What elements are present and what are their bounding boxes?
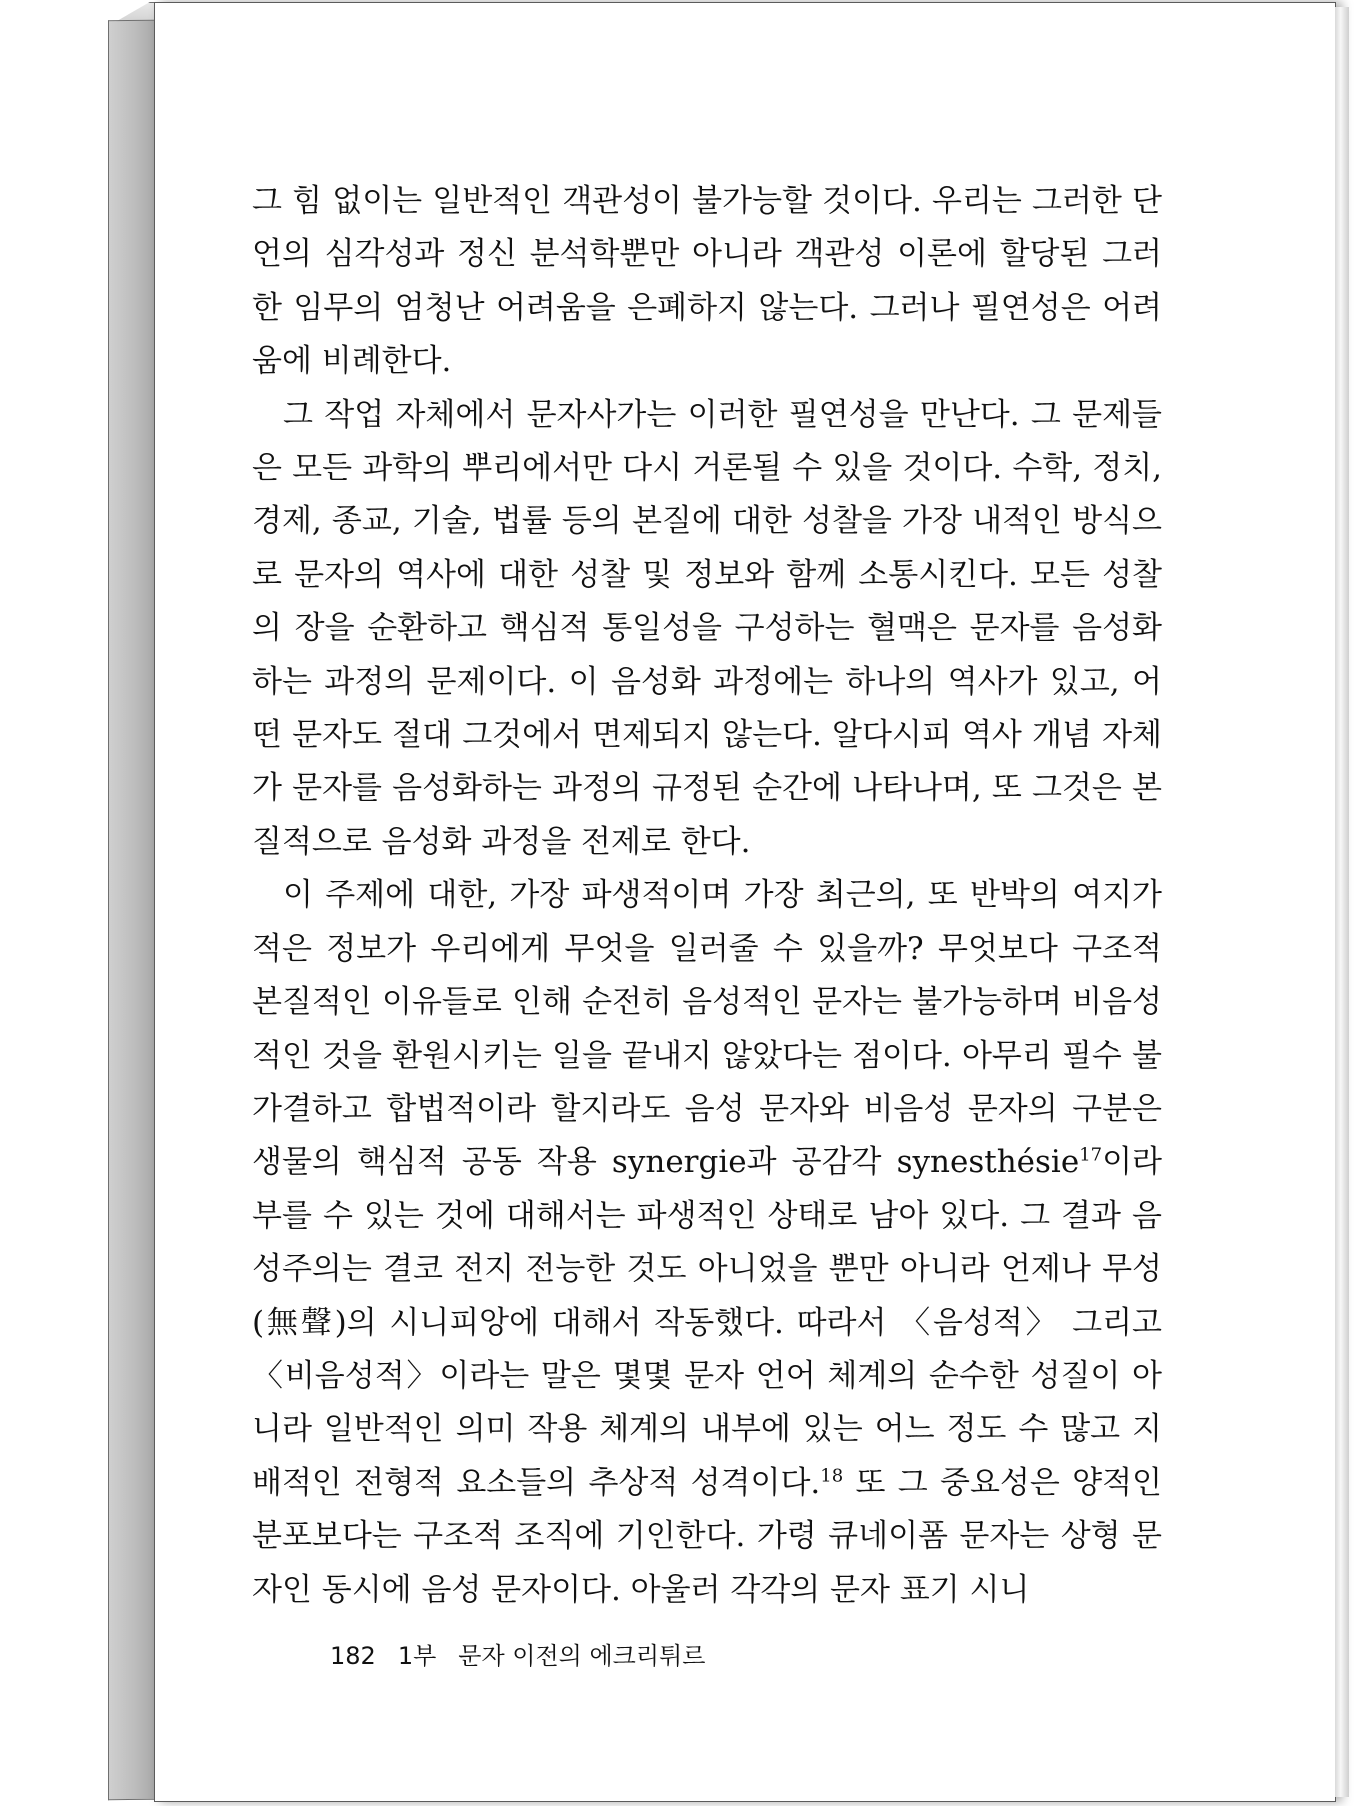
page-number: 182 (330, 1642, 376, 1670)
page-edge (1335, 7, 1349, 1797)
book-spine (108, 20, 155, 1800)
paragraph-1: 그 힘 없이는 일반적인 객관성이 불가능할 것이다. 우리는 그러한 단언의 심각성과 정신 분석학뿐만 아니라 객관성 이론에 할당된 그러한 임무의 엄청난 어려움을 은폐하지 않는다. 그러나 필연성은 어려움에 비례한다. (252, 183, 1162, 380)
paragraph-3-part-3: 또 그 중요성은 양적인 분포보다는 구조적 조직에 기인한다. 가령 큐네이폼 문자는 상형 문자인 동시에 음성 문자이다. 아울러 각각의 문자 표기 시니 (252, 1464, 1162, 1608)
part-label: 1부 (397, 1642, 437, 1670)
paragraph-3-part-1: 이 주제에 대한, 가장 파생적이며 가장 최근의, 또 반박의 여지가 적은 정보가 우리에게 무엇을 일러줄 수 있을까? 무엇보다 구조적 본질적인 이유들로 인해 순전히 음성적인 문자는 불가능하며 비음성적인 것을 환원시키는 일을 끝내지 않았다는 점이다. 아무리 필수 불가결하고 합법적이라 할지라도 음성 문자와 비음성 문자의 구분은 생물의 핵심적 공동 작용 synergie과 공감각 synesthésie (252, 877, 1162, 1181)
chapter-title: 문자 이전의 에크리튀르 (458, 1642, 706, 1670)
paragraph-3 (252, 869, 1162, 1617)
body-text (252, 175, 1162, 1617)
paragraph-2: 그 작업 자체에서 문자사가는 이러한 필연성을 만난다. 그 문제들은 모든 과학의 뿌리에서만 다시 거론될 수 있을 것이다. 수학, 정치, 경제, 종교, 기술, 법률 등의 본질에 대한 성찰을 가장 내적인 방식으로 문자의 역사에 대한 성찰 및 정보와 함께 소통시킨다. 모든 성찰의 장을 순환하고 핵심적 통일성을 구성하는 혈맥은 문자를 음성화하는 과정의 문제이다. 이 음성화 과정에는 하나의 역사가 있고, 어떤 문자도 절대 그것에서 면제되지 않는다. 알다시피 역사 개념 자체가 문자를 음성화하는 과정의 규정된 순간에 나타나며, 또 그것은 본질적으로 음성화 과정을 전제로 한다. (252, 396, 1162, 860)
footnote-ref-18[interactable]: 18 (820, 1465, 844, 1487)
footnote-ref-17[interactable]: 17 (1079, 1144, 1103, 1166)
page-footer (330, 1636, 727, 1671)
paragraph-3-part-2: 이라 부를 수 있는 것에 대해서는 파생적인 상태로 남아 있다. 그 결과 음성주의는 결코 전지 전능한 것도 아니었을 뿐만 아니라 언제나 무성(無聲)의 시니피앙에 대해서 작동했다. 따라서 〈음성적〉 그리고 〈비음성적〉이라는 말은 몇몇 문자 언어 체계의 순수한 성질이 아니라 일반적인 의미 작용 체계의 내부에 있는 어느 정도 수 많고 지배적인 전형적 요소들의 추상적 성격이다. (252, 1144, 1162, 1501)
